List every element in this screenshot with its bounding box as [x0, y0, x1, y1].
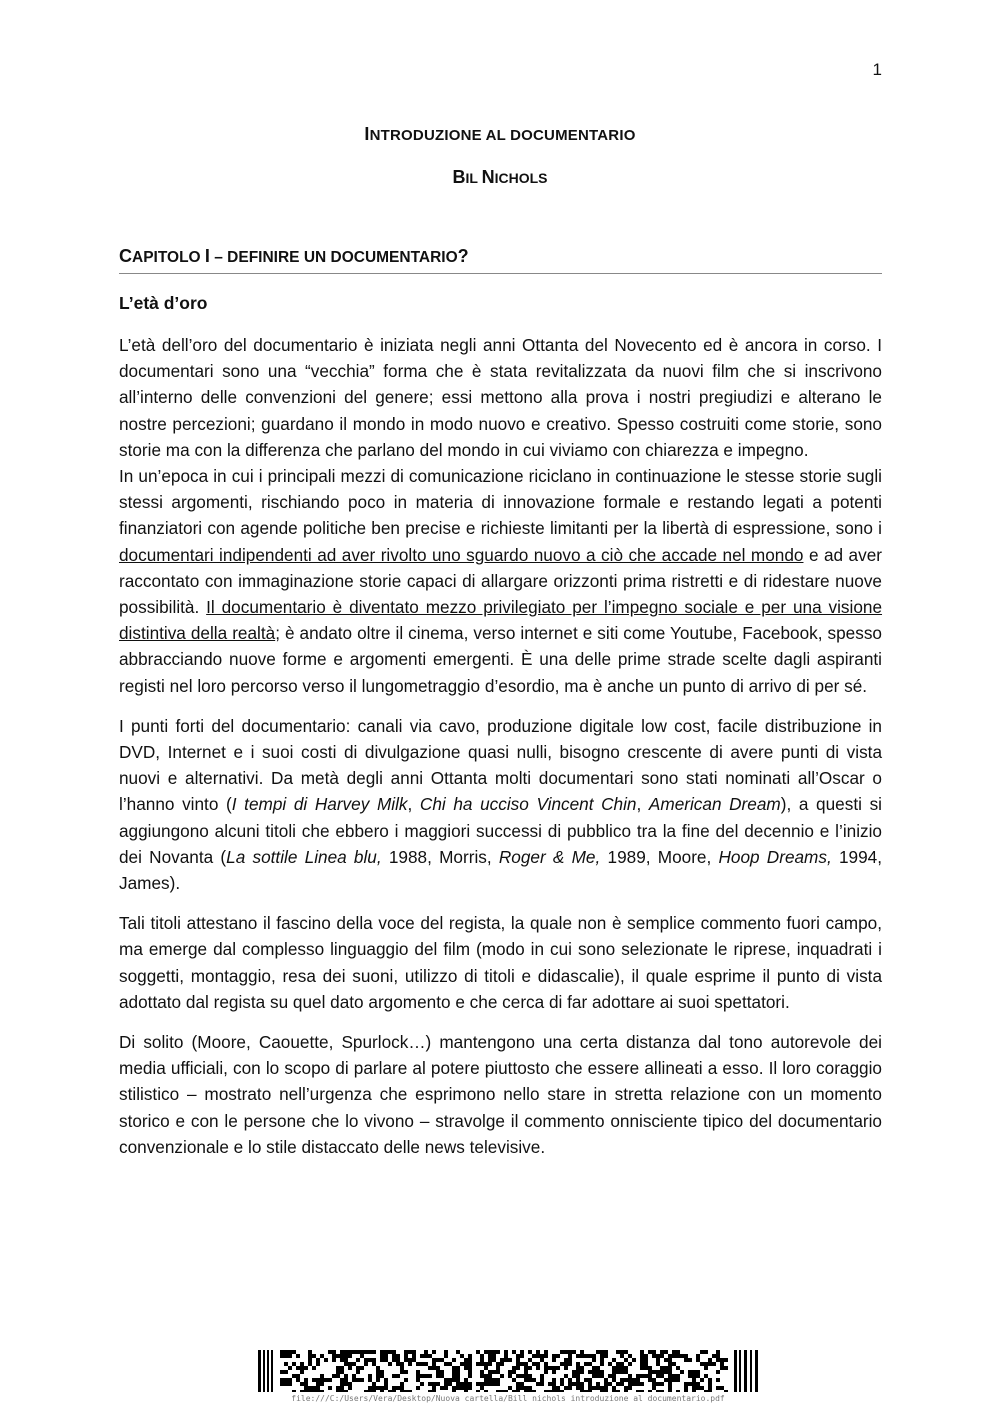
document-author: BIL NICHOLS: [452, 167, 548, 187]
paragraph-5: Di solito (Moore, Caouette, Spurlock…) mantengono una certa distanza dal tono autorevole dei media ufficiali, con lo scopo di parlare al potere piuttosto che essere allineati a esso. Il loro coraggio stilistico – mostrato nell’urgenza che esprimono nello stare in stretta relazione con un momento storico e con le persone che lo vivono – stravolge il commento onnisciente tipico del documentario convenzionale e lo stile distaccato delle news televisive.: [119, 1032, 882, 1157]
paragraph-2: In un’epoca in cui i principali mezzi di comunicazione riciclano in continuazione le stesse storie sugli stessi argomenti, rischiando poco in materia di innovazione formale e restando legati a potenti finanziatori con agende politiche ben precise e richieste limitanti per la libertà di espressione, sono i documentari indipendenti ad aver rivolto uno sguardo nuovo a ciò che accade nel mondo e ad aver raccontato con immaginazione storie capaci di allargare orizzonti prima ristretti e di ridestare nuove possibilità. Il documentario è diventato mezzo privilegiato per l’impegno sociale e per una visione distintiva della realtà; è andato oltre il cinema, verso internet e siti come Youtube, Facebook, spesso abbracciando nuove forme e argomenti emergenti. È una delle prime strade scelte dagli aspiranti registi nel loro percorso verso il lungometraggio d’esordio, ma è anche un punto di arrivo di per sé.: [119, 466, 883, 696]
section-heading: L’età d’oro: [119, 293, 208, 313]
barcode-image: [258, 1350, 758, 1392]
underlined-phrase: documentari indipendenti ad aver rivolto uno sguardo nuovo a ciò che accade nel mondo: [119, 544, 804, 565]
barcode-caption: file:///C:/Users/Vera/Desktop/Nuova cartella/Bill nichols introduzione al documentario.pdf: [291, 1394, 725, 1403]
document-title: INTRODUZIONE AL DOCUMENTARIO: [364, 124, 636, 144]
paragraph-3: I punti forti del documentario: canali via cavo, produzione digitale low cost, facile distribuzione in DVD, Internet e i suoi costi di divulgazione quasi nulli, bisogno crescente di avere punti di vista nuovi e alternativi. Da metà degli anni Ottanta molti documentari sono stati nominati all’Oscar o l’hanno vinto (I tempi di Harvey Milk, Chi ha ucciso Vincent Chin, American Dream), a questi si aggiungono alcuni titoli che ebbero i maggiori successi di pubblico tra la fine del decennio e l’inizio dei Novanta (La sottile Linea blu, 1988, Morris, Roger & Me, 1989, Moore, Hoop Dreams, 1994, James).: [119, 715, 882, 894]
body-text: [119, 332, 882, 1174]
underlined-phrase: Il documentario è diventato mezzo privilegiato per l’impegno sociale e per una visione distintiva della realtà: [119, 597, 883, 644]
chapter-heading: CAPITOLO I – DEFINIRE UN DOCUMENTARIO?: [119, 246, 882, 274]
paragraph-4: Tali titoli attestano il fascino della voce del regista, la quale non è semplice commento fuori campo, ma emerge dal complesso linguaggio del film (modo in cui sono selezionate le riprese, inquadrati i soggetti, montaggio, resa dei suoni, utilizzo di titoli e didascalie), il quale esprime il punto di vista adottato dal regista su quel dato argomento e che cerca di far adottare ai suoi spettatori.: [119, 913, 882, 1012]
page-number: 1: [872, 60, 882, 79]
paragraph-1: L’età dell’oro del documentario è iniziata negli anni Ottanta del Novecento ed è ancora in corso. I documentari sono una “vecchia” forma che è stata revitalizzata da nuovi film che si inscrivono all’interno delle convenzioni del genere; essi mettono alla prova i nostri pregiudizi e alterano le nostre percezioni; guardano il mondo in modo nuovo e creativo. Spesso costruiti come storie, sono storie ma con la differenza che parlano del mondo in cui viviamo con chiarezza e impegno.: [119, 335, 882, 460]
